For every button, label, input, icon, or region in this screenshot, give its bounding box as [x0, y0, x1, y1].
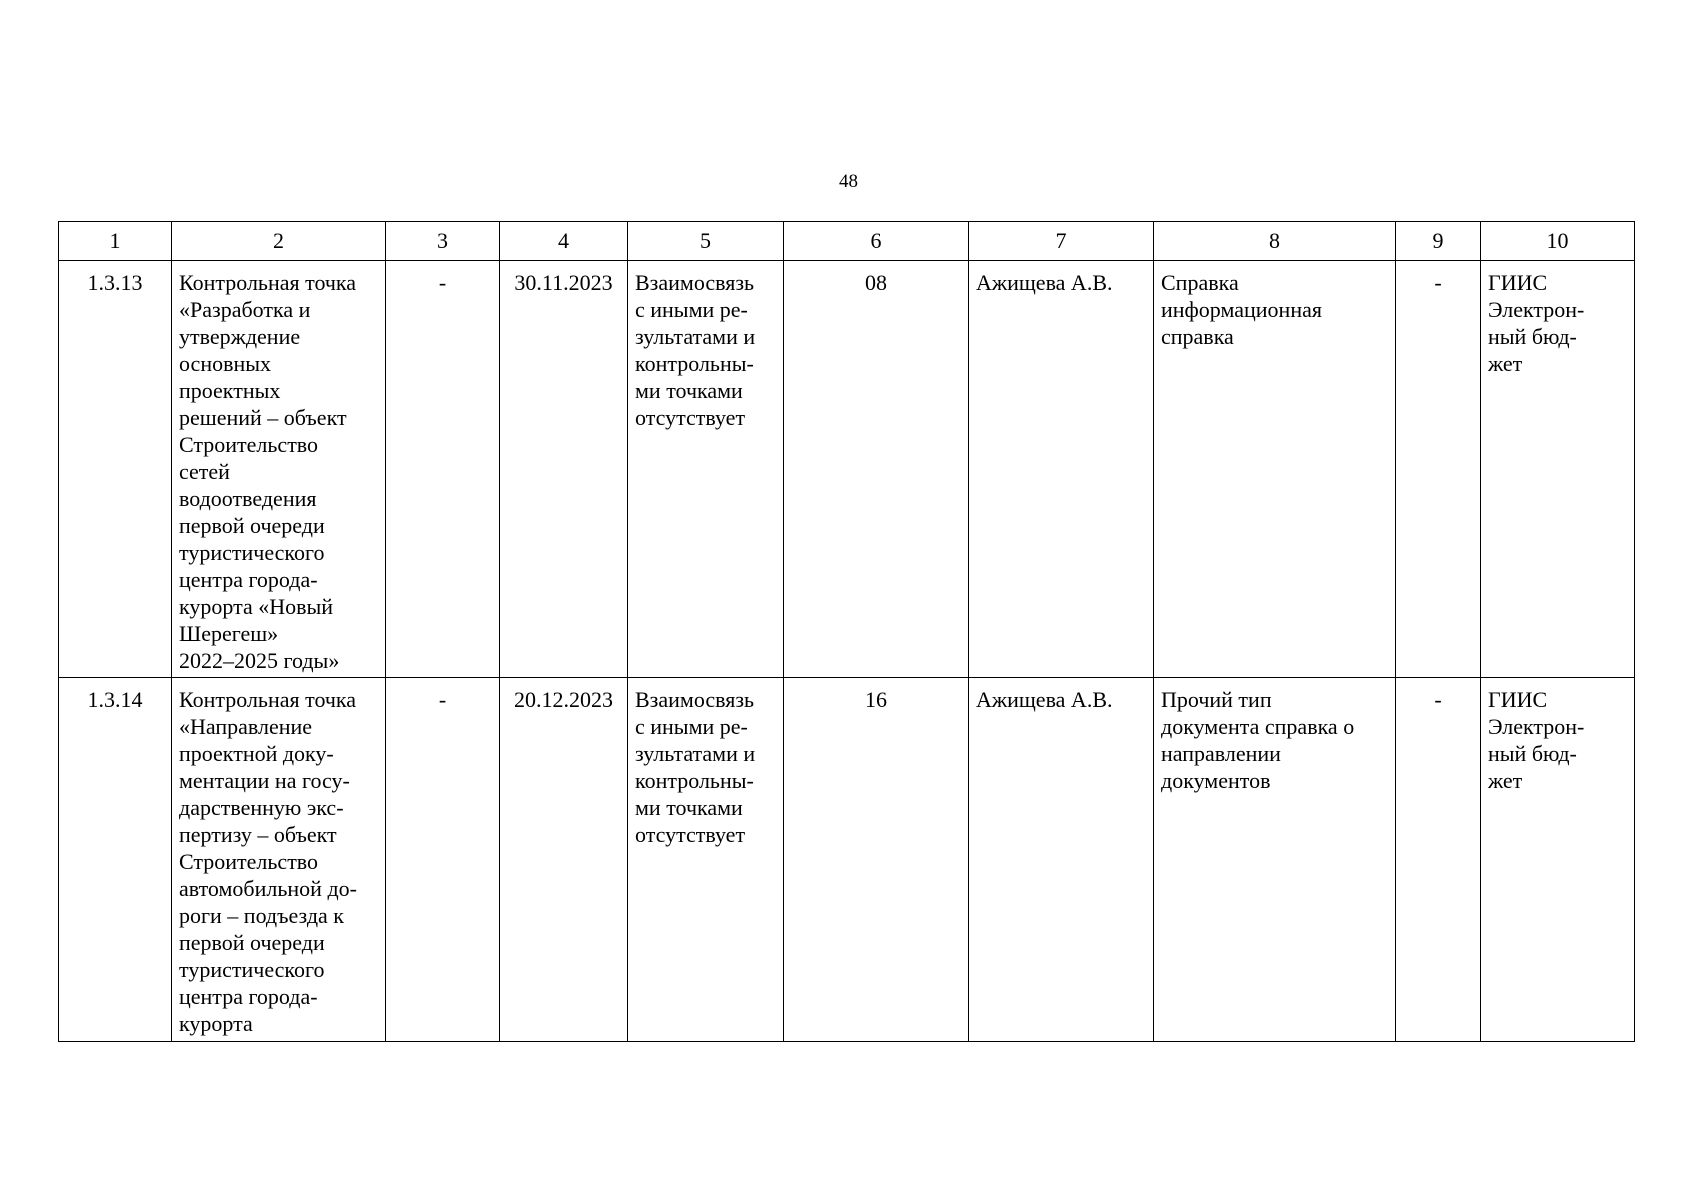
date-cell: 30.11.2023: [500, 261, 628, 678]
column-3-cell: -: [386, 678, 500, 1042]
information-system-cell: ГИИС Электрон- ный бюд- жет: [1481, 261, 1635, 678]
information-system-cell: ГИИС Электрон- ный бюд- жет: [1481, 678, 1635, 1042]
table-row: [59, 261, 1635, 678]
header-cell-7: 7: [969, 222, 1154, 261]
header-cell-1: 1: [59, 222, 172, 261]
code-cell: 08: [784, 261, 969, 678]
responsible-cell: Ажищева А.В.: [969, 261, 1154, 678]
header-cell-5: 5: [628, 222, 784, 261]
document-type-cell: Справка информационная справка: [1154, 261, 1396, 678]
header-cell-2: 2: [172, 222, 386, 261]
relation-cell: Взаимосвязь с иными ре- зультатами и контрольны- ми точками отсутствует: [628, 678, 784, 1042]
table-row: [59, 678, 1635, 1042]
document-type-cell: Прочий тип документа справка о направлении документов: [1154, 678, 1396, 1042]
date-cell: 20.12.2023: [500, 678, 628, 1042]
column-9-cell: -: [1396, 261, 1481, 678]
header-cell-6: 6: [784, 222, 969, 261]
relation-cell: Взаимосвязь с иными ре- зультатами и контрольны- ми точками отсутствует: [628, 261, 784, 678]
header-cell-8: 8: [1154, 222, 1396, 261]
header-cell-3: 3: [386, 222, 500, 261]
row-number-cell: 1.3.14: [59, 678, 172, 1042]
control-points-table: [58, 221, 1635, 1042]
column-3-cell: -: [386, 261, 500, 678]
control-point-name-cell: Контрольная точка «Разработка и утверждение основных проектных решений – объект Строительство сетей водоотведения первой очереди туристического центра города- курорта «Новый Шерегеш» 2022–2025 годы»: [172, 261, 386, 678]
control-point-name-cell: Контрольная точка «Направление проектной доку- ментации на госу- дарственную экс- пертизу – объект Строительство автомобильной до- роги – подъезда к первой очереди туристического центра города- курорта: [172, 678, 386, 1042]
row-number-cell: 1.3.13: [59, 261, 172, 678]
header-cell-9: 9: [1396, 222, 1481, 261]
header-cell-4: 4: [500, 222, 628, 261]
header-cell-10: 10: [1481, 222, 1635, 261]
page-number: 48: [839, 171, 858, 192]
responsible-cell: Ажищева А.В.: [969, 678, 1154, 1042]
code-cell: 16: [784, 678, 969, 1042]
column-9-cell: -: [1396, 678, 1481, 1042]
table-header-row: [59, 222, 1635, 261]
